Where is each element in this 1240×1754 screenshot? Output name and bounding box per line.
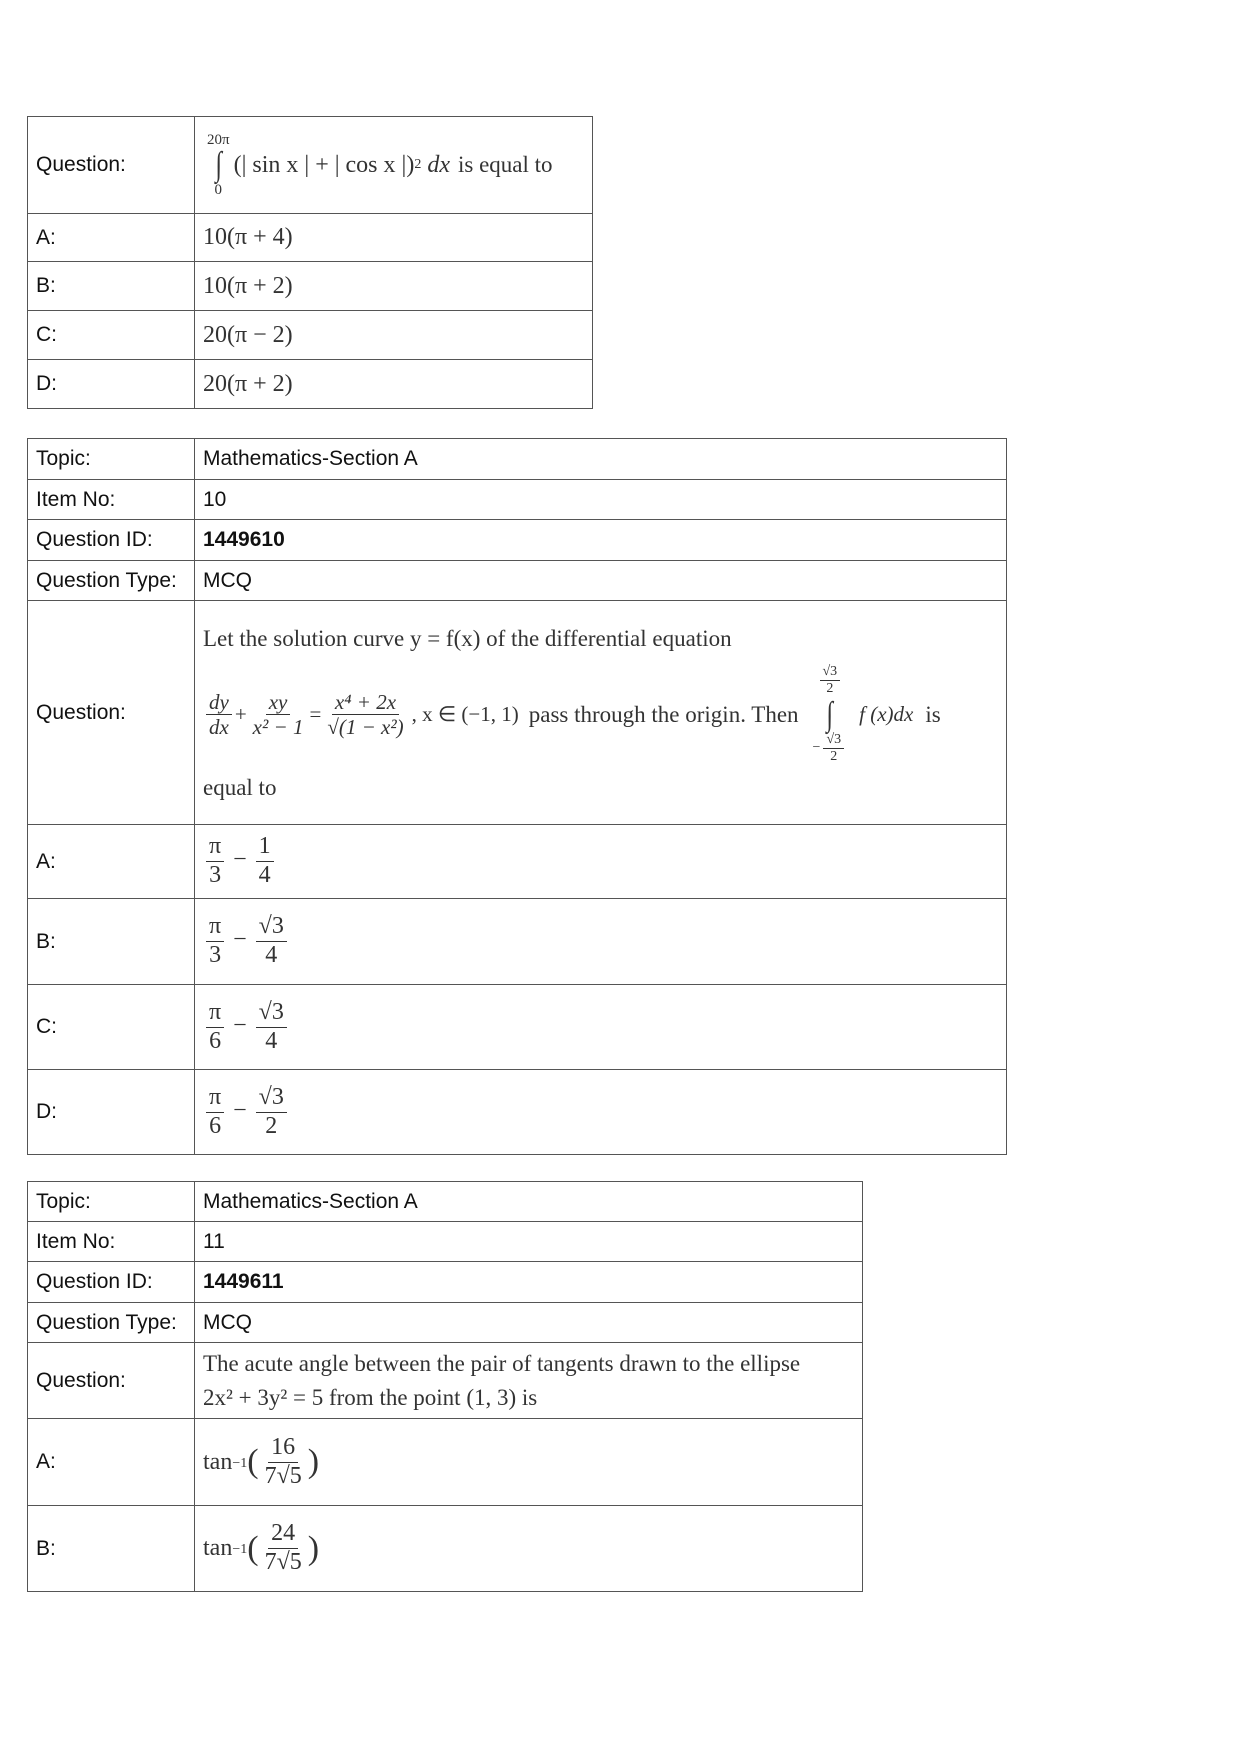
denominator-1: 3 xyxy=(209,862,222,888)
question-label: Question: xyxy=(28,1343,195,1419)
question-content xyxy=(195,601,1007,825)
left-paren: ( xyxy=(247,1529,259,1567)
question-id-label: Question ID: xyxy=(28,520,195,561)
denominator-1: 6 xyxy=(209,1112,222,1139)
lower-limit xyxy=(813,732,848,765)
option-a xyxy=(195,825,1007,899)
question-line-1: Let the solution curve y = f(x) of the differential equation xyxy=(203,626,732,652)
question-table-3 xyxy=(27,1181,863,1592)
numerator-2: √3 xyxy=(256,999,287,1028)
x-squared-minus-one: x² − 1 xyxy=(252,715,304,739)
option-label-b: B: xyxy=(28,262,195,311)
option-c: 20(π − 2) xyxy=(195,311,593,360)
option-a xyxy=(195,1419,863,1506)
option-label-d: D: xyxy=(28,360,195,409)
item-no-label: Item No: xyxy=(28,1222,195,1262)
topic-label: Topic: xyxy=(28,439,195,480)
fraction-1 xyxy=(206,1084,224,1140)
minus-sign: − xyxy=(233,1097,247,1124)
denominator-2: 4 xyxy=(258,862,271,888)
item-no-label: Item No: xyxy=(28,480,195,520)
numerator: 24 xyxy=(268,1520,298,1549)
lower-limit-num: √3 xyxy=(823,732,844,749)
dy-dx-fraction xyxy=(206,690,232,739)
integrand: f (x)dx xyxy=(859,702,914,726)
question-suffix: is equal to xyxy=(457,152,553,177)
question-table-2 xyxy=(27,438,1007,1155)
question-label: Question: xyxy=(28,601,195,825)
fraction xyxy=(262,1520,305,1576)
integrand: (| sin x | + | cos x |) xyxy=(233,151,415,178)
topic-value: Mathematics-Section A xyxy=(195,1182,863,1222)
option-d xyxy=(195,1070,1007,1155)
equals-sign: = xyxy=(309,702,322,726)
domain-text: , x ∈ (−1, 1) xyxy=(411,702,519,726)
question-type-value: MCQ xyxy=(195,1303,863,1343)
tan-function: tan xyxy=(203,1535,233,1561)
denominator-1: 3 xyxy=(209,942,222,968)
denominator-2: 4 xyxy=(265,1027,278,1054)
inverse-power: −1 xyxy=(232,1455,248,1471)
lower-limit-sign: − xyxy=(812,740,821,756)
option-label-b: B: xyxy=(28,1506,195,1592)
integral-expression xyxy=(203,132,584,199)
lower-limit-fraction xyxy=(823,732,844,765)
exponent: 2 xyxy=(414,157,422,172)
denominator-2: 2 xyxy=(265,1112,278,1139)
integral-sign: ∫ xyxy=(826,695,834,733)
inverse-tan-expression xyxy=(203,1520,854,1576)
question-type-value: MCQ xyxy=(195,561,1007,601)
question-id-value: 1449610 xyxy=(195,520,1007,561)
question-type-label: Question Type: xyxy=(28,1303,195,1343)
question-line-3: equal to xyxy=(203,774,277,800)
fraction-2 xyxy=(256,833,274,889)
rhs-denominator: √(1 − x²) xyxy=(327,715,404,739)
option-label-d: D: xyxy=(28,1070,195,1155)
topic-label: Topic: xyxy=(28,1182,195,1222)
xy: xy xyxy=(266,690,291,715)
minus-sign: − xyxy=(233,927,247,954)
question-content xyxy=(195,117,593,214)
denominator: 7√5 xyxy=(264,1462,302,1489)
question-line-1: The acute angle between the pair of tangents drawn to the ellipse xyxy=(203,1351,801,1377)
xy-fraction xyxy=(250,690,307,739)
question-id-value: 1449611 xyxy=(195,1262,863,1303)
minus-sign: − xyxy=(233,847,247,874)
rhs-numerator: x⁴ + 2x xyxy=(332,690,399,715)
upper-limit: 20π xyxy=(207,131,230,148)
numerator-1: π xyxy=(206,833,224,862)
differential-equation xyxy=(203,664,998,764)
item-no-value: 10 xyxy=(195,480,1007,520)
numerator-2: √3 xyxy=(256,1084,287,1113)
numerator-1: π xyxy=(206,1084,224,1113)
is-text: is xyxy=(925,701,941,727)
denominator-1: 6 xyxy=(209,1027,222,1054)
option-b xyxy=(195,1506,863,1592)
upper-limit-num: √3 xyxy=(820,664,841,681)
numerator: 16 xyxy=(268,1434,298,1463)
right-paren: ) xyxy=(307,1529,320,1567)
option-c xyxy=(195,985,1007,1070)
numerator-1: π xyxy=(206,999,224,1028)
dx: dx xyxy=(209,715,229,739)
fraction-1 xyxy=(206,833,224,889)
definite-integral xyxy=(207,132,230,199)
denominator: 7√5 xyxy=(264,1549,302,1575)
fraction-1 xyxy=(206,999,224,1055)
question-table-1 xyxy=(27,116,593,409)
option-label-c: C: xyxy=(28,985,195,1070)
numerator-2: √3 xyxy=(256,913,287,942)
lower-limit: 0 xyxy=(214,182,223,198)
fraction-1 xyxy=(206,913,224,969)
question-line-2: 2x² + 3y² = 5 from the point (1, 3) is xyxy=(203,1384,538,1410)
inverse-tan-expression xyxy=(203,1434,854,1490)
fraction-2 xyxy=(256,1084,287,1140)
question-label: Question: xyxy=(28,117,195,214)
option-d: 20(π + 2) xyxy=(195,360,593,409)
option-label-a: A: xyxy=(28,825,195,899)
minus-sign: − xyxy=(233,1012,247,1039)
denominator-2: 4 xyxy=(265,942,278,968)
left-paren: ( xyxy=(247,1443,259,1480)
inverse-power: −1 xyxy=(232,1542,248,1558)
numerator-1: π xyxy=(206,913,224,942)
option-label-a: A: xyxy=(28,1419,195,1506)
option-a: 10(π + 4) xyxy=(195,214,593,262)
rhs-fraction xyxy=(324,690,406,739)
item-no-value: 11 xyxy=(195,1222,863,1262)
right-paren: ) xyxy=(307,1443,320,1480)
fraction-2 xyxy=(256,913,287,969)
tan-function: tan xyxy=(203,1448,233,1475)
fraction xyxy=(262,1434,305,1490)
option-label-a: A: xyxy=(28,214,195,262)
question-content xyxy=(195,1343,863,1419)
fraction-2 xyxy=(256,999,287,1055)
mid-text: pass through the origin. Then xyxy=(528,701,799,727)
topic-value: Mathematics-Section A xyxy=(195,439,1007,480)
dy: dy xyxy=(206,690,232,715)
option-label-b: B: xyxy=(28,899,195,985)
question-id-label: Question ID: xyxy=(28,1262,195,1303)
numerator-2: 1 xyxy=(256,833,274,862)
upper-limit-den: 2 xyxy=(826,681,834,697)
option-b: 10(π + 2) xyxy=(195,262,593,311)
upper-limit xyxy=(820,664,841,697)
option-b xyxy=(195,899,1007,985)
lower-limit-den: 2 xyxy=(830,748,838,764)
differential: dx xyxy=(427,151,450,178)
integral-sign: ∫ xyxy=(215,146,222,183)
definite-integral xyxy=(813,664,848,764)
option-label-c: C: xyxy=(28,311,195,360)
question-type-label: Question Type: xyxy=(28,561,195,601)
plus-sign: + xyxy=(234,702,247,726)
